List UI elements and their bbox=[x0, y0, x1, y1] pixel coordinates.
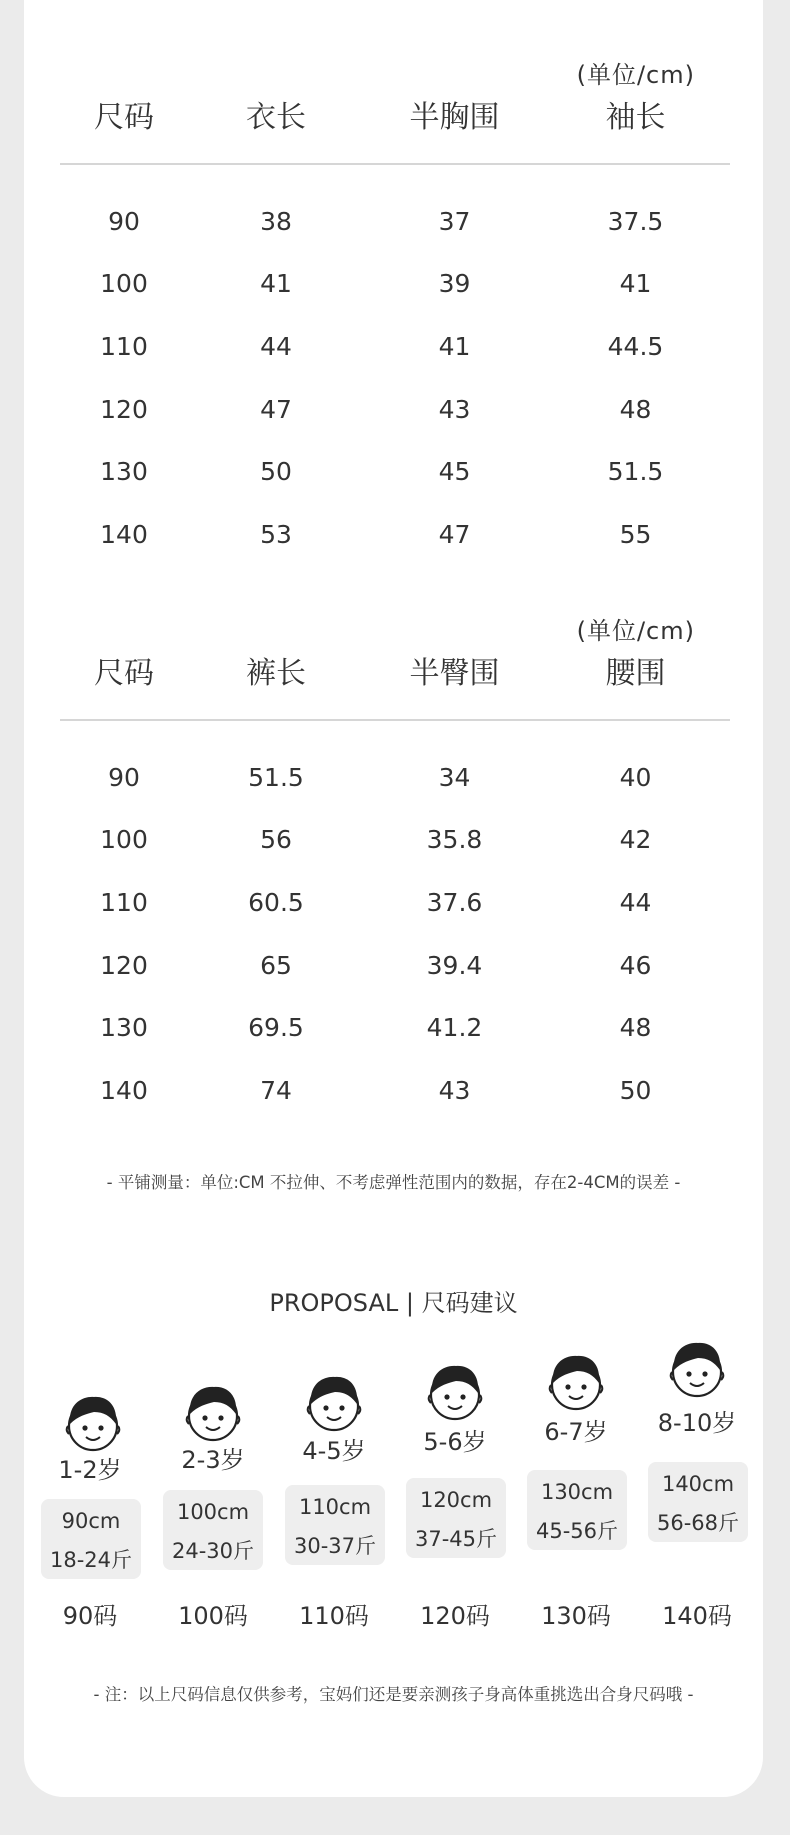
cell-chest: 39 bbox=[438, 269, 471, 299]
cell-sleeve: 44.5 bbox=[607, 331, 664, 361]
header-size: 尺码 bbox=[94, 100, 154, 135]
cell-chest: 43 bbox=[438, 394, 471, 424]
size-code: 140码 bbox=[662, 1602, 732, 1630]
table-row bbox=[62, 746, 728, 809]
header-size: 尺码 bbox=[94, 656, 154, 691]
cell-hip: 37.6 bbox=[426, 887, 483, 917]
cell-chest: 37 bbox=[438, 206, 471, 236]
age-label: 2-3岁 bbox=[181, 1446, 245, 1474]
height-text: 130cm bbox=[540, 1480, 614, 1504]
cell-size: 90 bbox=[108, 206, 140, 236]
cell-pants-length: 51.5 bbox=[248, 762, 304, 792]
weight-text: 30-37斤 bbox=[293, 1534, 377, 1558]
table-row bbox=[62, 934, 728, 997]
table-row bbox=[62, 503, 728, 566]
height-text: 100cm bbox=[176, 1500, 250, 1524]
footer-note: - 注：以上尺码信息仅供参考，宝妈们还是要亲测孩子身高体重挑选出合身尺码哦 - bbox=[93, 1685, 694, 1704]
cell-waist: 40 bbox=[619, 762, 652, 792]
header-waist: 腰围 bbox=[605, 656, 666, 691]
height-text: 120cm bbox=[419, 1488, 493, 1512]
table-row bbox=[62, 378, 728, 441]
size-box bbox=[527, 1470, 627, 1550]
boy-face-icon bbox=[547, 1349, 605, 1411]
cell-chest: 41 bbox=[438, 331, 471, 361]
table-row bbox=[62, 440, 728, 503]
cell-waist: 46 bbox=[619, 950, 652, 980]
size-box bbox=[41, 1499, 141, 1579]
top-divider bbox=[60, 163, 730, 165]
cell-size: 110 bbox=[100, 887, 148, 917]
cell-size: 130 bbox=[100, 1013, 148, 1043]
size-code: 130码 bbox=[541, 1602, 611, 1630]
cell-length: 50 bbox=[260, 457, 292, 487]
top-unit-label: (单位/cm) bbox=[576, 61, 695, 89]
cell-sleeve: 55 bbox=[619, 519, 652, 549]
cell-hip: 41.2 bbox=[426, 1013, 483, 1043]
size-box bbox=[163, 1490, 263, 1570]
bottom-divider bbox=[60, 719, 730, 721]
cell-pants-length: 56 bbox=[260, 825, 292, 855]
boy-face-icon bbox=[426, 1359, 484, 1421]
size-code: 110码 bbox=[299, 1602, 369, 1630]
cell-size: 140 bbox=[100, 519, 148, 549]
cell-hip: 39.4 bbox=[426, 950, 483, 980]
cell-size: 140 bbox=[100, 1075, 148, 1105]
header-sleeve: 袖长 bbox=[605, 100, 666, 135]
weight-text: 24-30斤 bbox=[171, 1539, 255, 1563]
cell-size: 120 bbox=[100, 394, 148, 424]
size-box bbox=[285, 1485, 385, 1565]
age-label: 8-10岁 bbox=[657, 1409, 737, 1437]
size-code: 90码 bbox=[62, 1602, 118, 1630]
header-half-chest: 半胸围 bbox=[409, 100, 500, 135]
boy-face-icon bbox=[668, 1336, 726, 1398]
bottom-table-body bbox=[62, 746, 728, 1122]
cell-chest: 47 bbox=[438, 519, 471, 549]
cell-sleeve: 48 bbox=[619, 394, 652, 424]
cell-waist: 48 bbox=[619, 1013, 652, 1043]
cell-length: 53 bbox=[260, 519, 292, 549]
bottom-unit-label: (单位/cm) bbox=[576, 617, 695, 645]
cell-sleeve: 51.5 bbox=[607, 457, 664, 487]
bottom-table-header bbox=[62, 648, 728, 692]
cell-pants-length: 65 bbox=[260, 950, 292, 980]
cell-size: 110 bbox=[100, 331, 148, 361]
size-box bbox=[648, 1462, 748, 1542]
cell-length: 38 bbox=[260, 206, 292, 236]
height-text: 110cm bbox=[298, 1495, 372, 1519]
table-row bbox=[62, 871, 728, 934]
cell-length: 47 bbox=[260, 394, 292, 424]
cell-waist: 44 bbox=[619, 887, 652, 917]
cell-hip: 43 bbox=[438, 1075, 471, 1105]
height-text: 90cm bbox=[61, 1509, 121, 1533]
table-row bbox=[62, 809, 728, 872]
table-row bbox=[62, 190, 728, 253]
cell-size: 130 bbox=[100, 457, 148, 487]
table-row bbox=[62, 315, 728, 378]
weight-text: 37-45斤 bbox=[414, 1527, 498, 1551]
age-label: 4-5岁 bbox=[302, 1437, 366, 1465]
cell-pants-length: 69.5 bbox=[248, 1013, 304, 1043]
header-half-hip: 半臀围 bbox=[409, 656, 500, 691]
header-pants-length: 裤长 bbox=[246, 656, 306, 691]
weight-text: 45-56斤 bbox=[535, 1519, 619, 1543]
cell-sleeve: 41 bbox=[619, 269, 652, 299]
age-label: 6-7岁 bbox=[544, 1418, 608, 1446]
cell-pants-length: 60.5 bbox=[248, 887, 304, 917]
weight-text: 56-68斤 bbox=[656, 1511, 740, 1535]
size-chart-card bbox=[24, 0, 763, 1797]
table-row bbox=[62, 253, 728, 316]
weight-text: 18-24斤 bbox=[49, 1548, 133, 1572]
cell-chest: 45 bbox=[438, 457, 471, 487]
cell-hip: 34 bbox=[438, 762, 471, 792]
cell-size: 100 bbox=[100, 825, 148, 855]
cell-sleeve: 37.5 bbox=[607, 206, 664, 236]
size-box bbox=[406, 1478, 506, 1558]
header-length: 衣长 bbox=[246, 100, 306, 135]
cell-hip: 35.8 bbox=[426, 825, 483, 855]
boy-face-icon bbox=[184, 1380, 242, 1442]
top-table-header bbox=[62, 92, 728, 136]
cell-length: 44 bbox=[260, 331, 292, 361]
proposal-title: PROPOSAL | 尺码建议 bbox=[269, 1289, 518, 1317]
cell-pants-length: 74 bbox=[260, 1075, 292, 1105]
top-table-body bbox=[62, 190, 728, 566]
size-code: 120码 bbox=[420, 1602, 490, 1630]
cell-length: 41 bbox=[260, 269, 292, 299]
table-row bbox=[62, 1059, 728, 1122]
age-label: 5-6岁 bbox=[423, 1428, 487, 1456]
age-label: 1-2岁 bbox=[58, 1456, 122, 1484]
measure-note: - 平铺测量：单位:CM 不拉伸、不考虑弹性范围内的数据，存在2-4CM的误差 - bbox=[106, 1173, 681, 1192]
cell-waist: 42 bbox=[619, 825, 652, 855]
boy-face-icon bbox=[305, 1370, 363, 1432]
cell-size: 100 bbox=[100, 269, 148, 299]
cell-size: 90 bbox=[108, 762, 140, 792]
height-text: 140cm bbox=[661, 1472, 735, 1496]
cell-waist: 50 bbox=[619, 1075, 652, 1105]
size-code: 100码 bbox=[178, 1602, 248, 1630]
cell-size: 120 bbox=[100, 950, 148, 980]
table-row bbox=[62, 996, 728, 1059]
boy-face-icon bbox=[64, 1390, 122, 1452]
